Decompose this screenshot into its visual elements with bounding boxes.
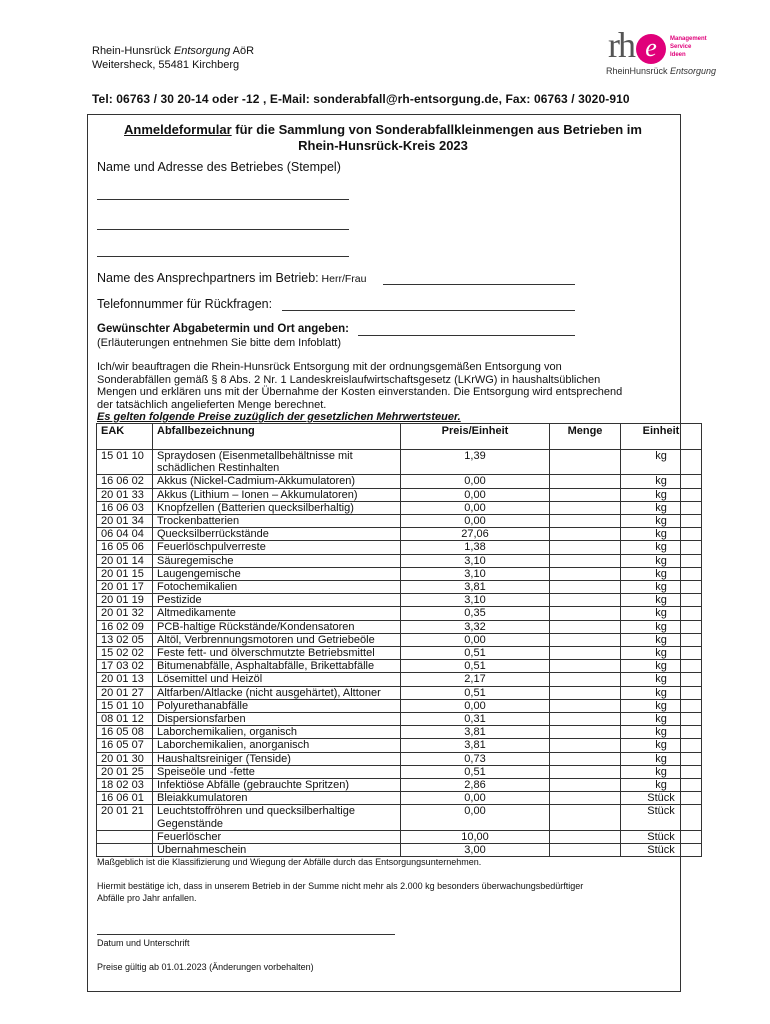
- cell-name: [153, 844, 401, 857]
- cell-name-line: Leuchtstoffröhren und quecksilberhaltige: [157, 805, 355, 818]
- cell-eak: 16 05 07: [97, 739, 153, 752]
- cell-eak: 20 01 14: [97, 554, 153, 567]
- cell-name-line: Akkus (Lithium – Ionen – Akkumulatoren): [157, 488, 358, 501]
- table-row: [97, 686, 702, 699]
- cell-quantity-input[interactable]: [550, 792, 621, 805]
- cell-name-line: Akkus (Nickel-Cadmium-Akkumulatoren): [157, 475, 356, 488]
- cell-name: [153, 792, 401, 805]
- cell-price: 27,06: [401, 528, 550, 541]
- table-row: [97, 515, 702, 528]
- cell-eak: 20 01 21: [97, 805, 153, 830]
- cell-unit: kg: [621, 620, 702, 633]
- cell-name-line-2: schädlichen Restinhalten: [157, 462, 280, 475]
- cell-eak: [97, 830, 153, 843]
- table-row: [97, 541, 702, 554]
- cell-name-line: Feste fett- und ölverschmutzte Betriebsmittel: [157, 647, 375, 660]
- cell-price: 3,81: [401, 726, 550, 739]
- sender-name: Rhein-Hunsrück: [92, 45, 174, 57]
- logo-tag-service: Service: [670, 44, 692, 50]
- cell-quantity-input[interactable]: [550, 805, 621, 830]
- cell-unit: kg: [621, 713, 702, 726]
- consent-paragraph: Ich/wir beauftragen die Rhein-Hunsrück Entsorgung mit der ordnungsgemäßen Entsorgung von Sonderabfällen gemäß § 8 Abs. 2 Nr. 1 Landeskreislaufwirtschaftsgesetz (LKrWG) in haushaltsüblichen Mengen und erklären uns mit der Übernahme der Kosten einverstanden. Die Entsorgung wird entsprechend der tatsächlich angelieferten Menge berechnet. Es gelten folgende Preise zuzüglich der gesetzlichen Mehrwertsteuer.: [97, 361, 669, 424]
- cell-name-line: Übernahmeschein: [157, 844, 247, 857]
- cell-price: 3,10: [401, 567, 550, 580]
- cell-price: 0,51: [401, 647, 550, 660]
- table-row: [97, 488, 702, 501]
- cell-price: 0,00: [401, 792, 550, 805]
- table-row: [97, 713, 702, 726]
- cell-name-line: Haushaltsreiniger (Tenside): [157, 752, 291, 765]
- cell-quantity-input[interactable]: [550, 830, 621, 843]
- cell-eak: 15 02 02: [97, 647, 153, 660]
- table-row: [97, 699, 702, 712]
- cell-eak: [97, 844, 153, 857]
- cell-price: 0,51: [401, 660, 550, 673]
- cell-name-line: Knopfzellen (Batterien quecksilberhaltig): [157, 501, 354, 514]
- header-qty: Menge: [550, 424, 621, 450]
- cell-price: 3,10: [401, 554, 550, 567]
- date-label: Gewünschter Abgabetermin und Ort angeben:: [97, 323, 349, 335]
- cell-quantity-input[interactable]: [550, 752, 621, 765]
- cell-quantity-input[interactable]: [550, 620, 621, 633]
- table-row: [97, 554, 702, 567]
- contact-person-field[interactable]: [383, 284, 575, 285]
- table-header-row: [97, 424, 702, 450]
- cell-eak: 15 01 10: [97, 450, 153, 475]
- cell-price: 0,00: [401, 515, 550, 528]
- cell-eak: 16 06 02: [97, 475, 153, 488]
- cell-price: 0,00: [401, 633, 550, 646]
- logo-e-circle: e: [636, 34, 666, 64]
- table-row: [97, 501, 702, 514]
- cell-name: [153, 765, 401, 778]
- cell-name-line: Fotochemikalien: [157, 581, 238, 594]
- cell-name-line: Pestizide: [157, 594, 202, 607]
- cell-price: 2,17: [401, 673, 550, 686]
- cell-name: [153, 594, 401, 607]
- cell-name: [153, 475, 401, 488]
- table-row: [97, 567, 702, 580]
- logo-footer: RheinHunsrück Entsorgung: [606, 66, 717, 76]
- cell-quantity-input[interactable]: [550, 699, 621, 712]
- cell-price: 1,39: [401, 450, 550, 475]
- cell-unit: kg: [621, 739, 702, 752]
- cell-unit: kg: [621, 633, 702, 646]
- cell-price: 0,51: [401, 686, 550, 699]
- table-row: [97, 792, 702, 805]
- contact-person-label: Name des Ansprechpartners im Betrieb: Herr/Frau: [97, 271, 367, 285]
- cell-quantity-input[interactable]: [550, 528, 621, 541]
- cell-name: [153, 450, 401, 475]
- cell-name: [153, 673, 401, 686]
- cell-quantity-input[interactable]: [550, 726, 621, 739]
- cell-name: [153, 541, 401, 554]
- cell-name: [153, 567, 401, 580]
- cell-price: 0,00: [401, 488, 550, 501]
- logo-letters: rh: [608, 25, 634, 65]
- address-line-2[interactable]: [97, 229, 349, 230]
- table-row: [97, 673, 702, 686]
- cell-eak: 20 01 30: [97, 752, 153, 765]
- cell-unit: kg: [621, 541, 702, 554]
- cell-unit: Stück: [621, 805, 702, 830]
- cell-name: [153, 805, 401, 830]
- cell-name: [153, 581, 401, 594]
- table-row: [97, 752, 702, 765]
- cell-name-line: Speiseöle und -fette: [157, 765, 255, 778]
- cell-name-line: Quecksilberrückstände: [157, 528, 269, 541]
- title-rest: für die Sammlung von Sonderabfallkleinmengen aus Betrieben im: [231, 122, 642, 137]
- phone-label: Telefonnummer für Rückfragen:: [97, 297, 273, 311]
- confirmation-line-2: Abfälle pro Jahr anfallen.: [97, 893, 197, 903]
- cell-name-line: Trockenbatterien: [157, 515, 240, 528]
- cell-price: 3,81: [401, 581, 550, 594]
- cell-quantity-input[interactable]: [550, 567, 621, 580]
- cell-name: [153, 647, 401, 660]
- cell-unit: kg: [621, 488, 702, 501]
- table-row: [97, 581, 702, 594]
- cell-unit: kg: [621, 660, 702, 673]
- cell-quantity-input[interactable]: [550, 647, 621, 660]
- cell-eak: 20 01 25: [97, 765, 153, 778]
- cell-quantity-input[interactable]: [550, 765, 621, 778]
- title-line2: Rhein-Hunsrück-Kreis 2023: [298, 138, 468, 153]
- cell-unit: Stück: [621, 844, 702, 857]
- cell-name-line: Altfarben/Altlacke (nicht ausgehärtet), Alttoner: [157, 686, 381, 699]
- cell-name: [153, 752, 401, 765]
- classification-note: Maßgeblich ist die Klassifizierung und Wiegung der Abfälle durch das Entsorgungsunternehmen.: [97, 857, 482, 867]
- cell-price: 0,73: [401, 752, 550, 765]
- cell-unit: kg: [621, 673, 702, 686]
- cell-quantity-input[interactable]: [550, 673, 621, 686]
- cell-name-line: Laugengemische: [157, 567, 241, 580]
- cell-eak: 20 01 17: [97, 581, 153, 594]
- cell-eak: 13 02 05: [97, 633, 153, 646]
- header-eak: EAK: [97, 424, 153, 450]
- cell-name-line: Altmedikamente: [157, 607, 236, 620]
- cell-unit: kg: [621, 686, 702, 699]
- cell-price: 3,81: [401, 739, 550, 752]
- cell-name-line: Feuerlöscher: [157, 830, 222, 843]
- sender-street: Weitersheck, 55481 Kirchberg: [92, 59, 240, 71]
- cell-price: 3,00: [401, 844, 550, 857]
- table-row: [97, 830, 702, 843]
- signature-field[interactable]: [97, 934, 395, 935]
- cell-quantity-input[interactable]: [550, 739, 621, 752]
- date-field[interactable]: [358, 335, 575, 336]
- cell-name-line: Bleiakkumulatoren: [157, 792, 248, 805]
- cell-eak: 16 05 06: [97, 541, 153, 554]
- cell-name: [153, 739, 401, 752]
- cell-quantity-input[interactable]: [550, 501, 621, 514]
- cell-quantity-input[interactable]: [550, 515, 621, 528]
- cell-eak: 16 06 03: [97, 501, 153, 514]
- cell-name: [153, 515, 401, 528]
- table-row: [97, 779, 702, 792]
- cell-price: 0,00: [401, 501, 550, 514]
- cell-price: 0,00: [401, 699, 550, 712]
- cell-name: [153, 830, 401, 843]
- cell-unit: kg: [621, 726, 702, 739]
- cell-unit: kg: [621, 475, 702, 488]
- table-row: [97, 594, 702, 607]
- cell-name: [153, 488, 401, 501]
- table-row: [97, 660, 702, 673]
- cell-eak: 16 02 09: [97, 620, 153, 633]
- price-note: Es gelten folgende Preise zuzüglich der gesetzlichen Mehrwertsteuer.: [97, 411, 461, 423]
- cell-name: [153, 633, 401, 646]
- cell-price: 1,38: [401, 541, 550, 554]
- cell-unit: kg: [621, 501, 702, 514]
- cell-quantity-input[interactable]: [550, 633, 621, 646]
- cell-name-line: Infektiöse Abfälle (gebrauchte Spritzen): [157, 779, 350, 792]
- cell-eak: 08 01 12: [97, 713, 153, 726]
- table-row: [97, 647, 702, 660]
- table-row: [97, 450, 702, 475]
- table-row: [97, 805, 702, 830]
- cell-price: 0,51: [401, 765, 550, 778]
- cell-name-line: Altöl, Verbrennungsmotoren und Getriebeöle: [157, 633, 375, 646]
- address-line-1[interactable]: [97, 199, 349, 200]
- header-price: Preis/Einheit: [401, 424, 550, 450]
- cell-name: [153, 699, 401, 712]
- table-row: [97, 726, 702, 739]
- cell-eak: 15 01 10: [97, 699, 153, 712]
- cell-quantity-input[interactable]: [550, 450, 621, 475]
- cell-name-line: Bitumenabfälle, Asphaltabfälle, Brikettabfälle: [157, 660, 375, 673]
- address-line-3[interactable]: [97, 256, 349, 257]
- logo-tag-management: Management: [670, 36, 707, 42]
- phone-field[interactable]: [282, 310, 575, 311]
- cell-name-line: Laborchemikalien, organisch: [157, 726, 298, 739]
- cell-unit: kg: [621, 647, 702, 660]
- cell-name: [153, 607, 401, 620]
- cell-name: [153, 554, 401, 567]
- cell-name-line: Säuregemische: [157, 554, 234, 567]
- cell-name: [153, 686, 401, 699]
- cell-name-line: Lösemittel und Heizöl: [157, 673, 263, 686]
- cell-unit: kg: [621, 567, 702, 580]
- cell-name-line: Spraydosen (Eisenmetallbehältnisse mit: [157, 450, 353, 462]
- cell-price: 0,35: [401, 607, 550, 620]
- table-row: [97, 739, 702, 752]
- validity-note: Preise gültig ab 01.01.2023 (Änderungen vorbehalten): [97, 962, 314, 972]
- cell-eak: 16 06 01: [97, 792, 153, 805]
- waste-price-table: [96, 423, 702, 857]
- cell-quantity-input[interactable]: [550, 686, 621, 699]
- cell-unit: kg: [621, 752, 702, 765]
- cell-price: 10,00: [401, 830, 550, 843]
- cell-eak: 06 04 04: [97, 528, 153, 541]
- logo-tag-ideen: Ideen: [670, 52, 686, 58]
- cell-eak: 20 01 32: [97, 607, 153, 620]
- cell-unit: kg: [621, 528, 702, 541]
- cell-unit: kg: [621, 554, 702, 567]
- title-underlined: Anmeldeformular: [124, 122, 232, 137]
- cell-unit: kg: [621, 581, 702, 594]
- cell-name: [153, 528, 401, 541]
- table-row: [97, 765, 702, 778]
- cell-unit: kg: [621, 699, 702, 712]
- cell-quantity-input[interactable]: [550, 779, 621, 792]
- cell-quantity-input[interactable]: [550, 488, 621, 501]
- company-logo: [606, 25, 731, 78]
- cell-name-line: PCB-haltige Rückstände/Kondensatoren: [157, 620, 355, 633]
- cell-price: 3,32: [401, 620, 550, 633]
- cell-eak: 17 03 02: [97, 660, 153, 673]
- cell-eak: 18 02 03: [97, 779, 153, 792]
- cell-name: [153, 779, 401, 792]
- cell-quantity-input[interactable]: [550, 713, 621, 726]
- cell-name-line: Laborchemikalien, anorganisch: [157, 739, 310, 752]
- table-row: [97, 528, 702, 541]
- sender-address: [92, 44, 254, 72]
- cell-quantity-input[interactable]: [550, 475, 621, 488]
- cell-quantity-input[interactable]: [550, 594, 621, 607]
- table-row: [97, 633, 702, 646]
- cell-eak: 20 01 34: [97, 515, 153, 528]
- cell-name-line: Dispersionsfarben: [157, 713, 246, 726]
- cell-unit: kg: [621, 515, 702, 528]
- cell-name: [153, 501, 401, 514]
- table-row: [97, 620, 702, 633]
- date-hint: (Erläuterungen entnehmen Sie bitte dem Infoblatt): [97, 337, 341, 349]
- address-label: Name und Adresse des Betriebes (Stempel): [97, 160, 341, 174]
- signature-label: Datum und Unterschrift: [97, 938, 190, 948]
- cell-eak: 20 01 33: [97, 488, 153, 501]
- cell-eak: 16 05 08: [97, 726, 153, 739]
- cell-unit: kg: [621, 450, 702, 475]
- cell-eak: 20 01 27: [97, 686, 153, 699]
- cell-quantity-input[interactable]: [550, 607, 621, 620]
- sender-name-italic: Entsorgung: [173, 45, 231, 57]
- cell-price: 2,86: [401, 779, 550, 792]
- cell-quantity-input[interactable]: [550, 660, 621, 673]
- cell-name: [153, 713, 401, 726]
- cell-quantity-input[interactable]: [550, 581, 621, 594]
- cell-unit: kg: [621, 607, 702, 620]
- cell-quantity-input[interactable]: [550, 554, 621, 567]
- cell-quantity-input[interactable]: [550, 844, 621, 857]
- cell-unit: Stück: [621, 830, 702, 843]
- cell-name-line: Feuerlöschpulverreste: [157, 541, 266, 554]
- header-name: Abfallbezeichnung: [153, 424, 401, 450]
- cell-unit: kg: [621, 779, 702, 792]
- cell-price: 0,00: [401, 475, 550, 488]
- cell-unit: Stück: [621, 792, 702, 805]
- cell-eak: 20 01 15: [97, 567, 153, 580]
- cell-name-line-2: Gegenstände: [157, 817, 224, 830]
- table-row: [97, 844, 702, 857]
- cell-price: 0,31: [401, 713, 550, 726]
- contact-line: Tel: 06763 / 30 20-14 oder -12 , E-Mail: sonderabfall@rh-entsorgung.de, Fax: 06763 / 3020-910: [92, 92, 630, 106]
- table-row: [97, 475, 702, 488]
- cell-price: 0,00: [401, 805, 550, 830]
- cell-name-line: Polyurethanabfälle: [157, 699, 249, 712]
- cell-unit: kg: [621, 765, 702, 778]
- cell-eak: 20 01 19: [97, 594, 153, 607]
- cell-price: 3,10: [401, 594, 550, 607]
- sender-legal-form: AöR: [230, 45, 255, 57]
- cell-name: [153, 620, 401, 633]
- table-row: [97, 607, 702, 620]
- cell-name: [153, 726, 401, 739]
- cell-eak: 20 01 13: [97, 673, 153, 686]
- form-title: [87, 122, 679, 154]
- header-unit: Einheit: [621, 424, 702, 450]
- cell-quantity-input[interactable]: [550, 541, 621, 554]
- cell-unit: kg: [621, 594, 702, 607]
- confirmation-line-1: Hiermit bestätige ich, dass in unserem Betrieb in der Summe nicht mehr als 2.000 kg besonders überwachungsbedürftiger: [97, 881, 584, 891]
- cell-name: [153, 660, 401, 673]
